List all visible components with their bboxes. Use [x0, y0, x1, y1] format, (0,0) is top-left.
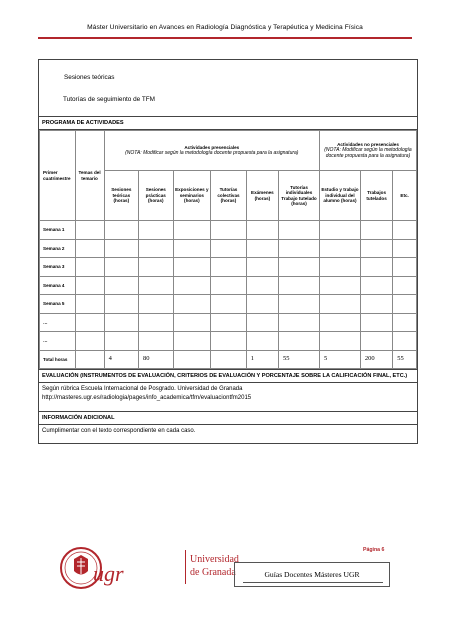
table-row	[40, 332, 417, 351]
evaluacion-title: EVALUACIÓN (INSTRUMENTOS DE EVALUACIÓN, CRITERIOS DE EVALUACIÓN Y PORCENTAJE SOBRE LA CALIFICACIÓN FINAL, ETC.)	[39, 369, 417, 383]
ugr-emblem-icon	[58, 545, 124, 591]
page-header: Máster Universitario en Avances en Radiología Diagnóstica y Terapéutica y Medicina Física	[87, 24, 363, 31]
table-row	[40, 313, 417, 332]
sub-header: Tutorías individuales Trabajo tutelado (horas)	[279, 171, 320, 221]
de-granada-text: de Granada	[190, 567, 236, 578]
col-temas: Temas del temario	[75, 131, 104, 221]
university-name	[190, 553, 239, 579]
presenciales-note: (NOTA: Modificar según la metodología docente propuesta para la asignatura)	[125, 150, 299, 157]
row-label: Semana 1	[40, 221, 76, 240]
sub-header: Estudio y trabajo individual del alumno (horas)	[320, 171, 361, 221]
info-text: Cumplimentar con el texto correspondiente en cada caso.	[42, 428, 196, 434]
total-etc: 55	[393, 350, 417, 369]
total-colectivas	[211, 350, 247, 369]
row-label: …	[40, 332, 76, 351]
total-individuales: 55	[279, 350, 320, 369]
programa-title: PROGRAMA DE ACTIVIDADES	[39, 117, 417, 130]
evaluacion-link[interactable]: http://masteres.ugr.es/radiologia/pages/info_academica/tfm/evaluaciontfm2015	[42, 395, 252, 401]
header-rule	[38, 37, 412, 39]
sub-header: Trabajos tutelados	[360, 171, 392, 221]
info-title: INFORMACIÓN ADICIONAL	[39, 412, 417, 425]
table-row	[40, 239, 417, 258]
total-temas	[75, 350, 104, 369]
row-label: Semana 2	[40, 239, 76, 258]
guias-docentes-box: Guías Docentes Másteres UGR	[234, 562, 390, 587]
row-label: Semana 4	[40, 276, 76, 295]
no-presenciales-note: (NOTA: Modificar según la metodología docente propuesta para la asignatura)	[324, 147, 412, 160]
total-teoricas: 4	[104, 350, 138, 369]
sub-header: Exposiciones y seminarios (horas)	[173, 171, 211, 221]
table-row	[40, 295, 417, 314]
row-label: Semana 3	[40, 258, 76, 277]
total-expos	[173, 350, 211, 369]
evaluacion-content	[39, 383, 417, 412]
sub-header: Sesiones teóricas (horas)	[104, 171, 138, 221]
presenciales-header	[104, 131, 319, 171]
evaluacion-line-1: Según rúbrica Escuela Internacional de Posgrado. Universidad de Granada	[42, 386, 243, 392]
sub-header: Tutorías colectivas (horas)	[211, 171, 247, 221]
sub-header: Sesiones prácticas (horas)	[139, 171, 173, 221]
sessions-line-1: Sesiones teóricas	[64, 74, 115, 81]
page-number: Página 6	[363, 547, 385, 553]
presenciales-title: Actividades presenciales	[184, 144, 240, 150]
total-row	[40, 350, 417, 369]
activities-table	[39, 130, 417, 369]
logo-divider	[185, 550, 186, 584]
row-label: …	[40, 313, 76, 332]
sessions-line-2: Tutorías de seguimiento de TFM	[63, 96, 155, 103]
sessions-block	[39, 60, 417, 117]
total-examenes: 1	[246, 350, 278, 369]
ugr-logo-text: ugr	[93, 561, 124, 586]
universidad-text: Universidad	[190, 554, 239, 565]
table-row	[40, 221, 417, 240]
total-trabajos: 200	[360, 350, 392, 369]
col-primer-cuatrimestre: Primer cuatrimestre	[40, 131, 76, 221]
guias-underline	[243, 582, 383, 583]
total-practicas: 80	[139, 350, 173, 369]
no-presenciales-title: Actividades no presenciales	[337, 141, 399, 147]
document-table	[38, 59, 418, 444]
week-rows	[40, 221, 417, 351]
sub-header: Etc.	[393, 171, 417, 221]
total-label: Total horas	[40, 350, 76, 369]
total-estudio: 5	[320, 350, 361, 369]
row-label: Semana 5	[40, 295, 76, 314]
sub-header: Exámenes (horas)	[246, 171, 278, 221]
table-row	[40, 276, 417, 295]
no-presenciales-header	[320, 131, 417, 171]
table-row	[40, 258, 417, 277]
